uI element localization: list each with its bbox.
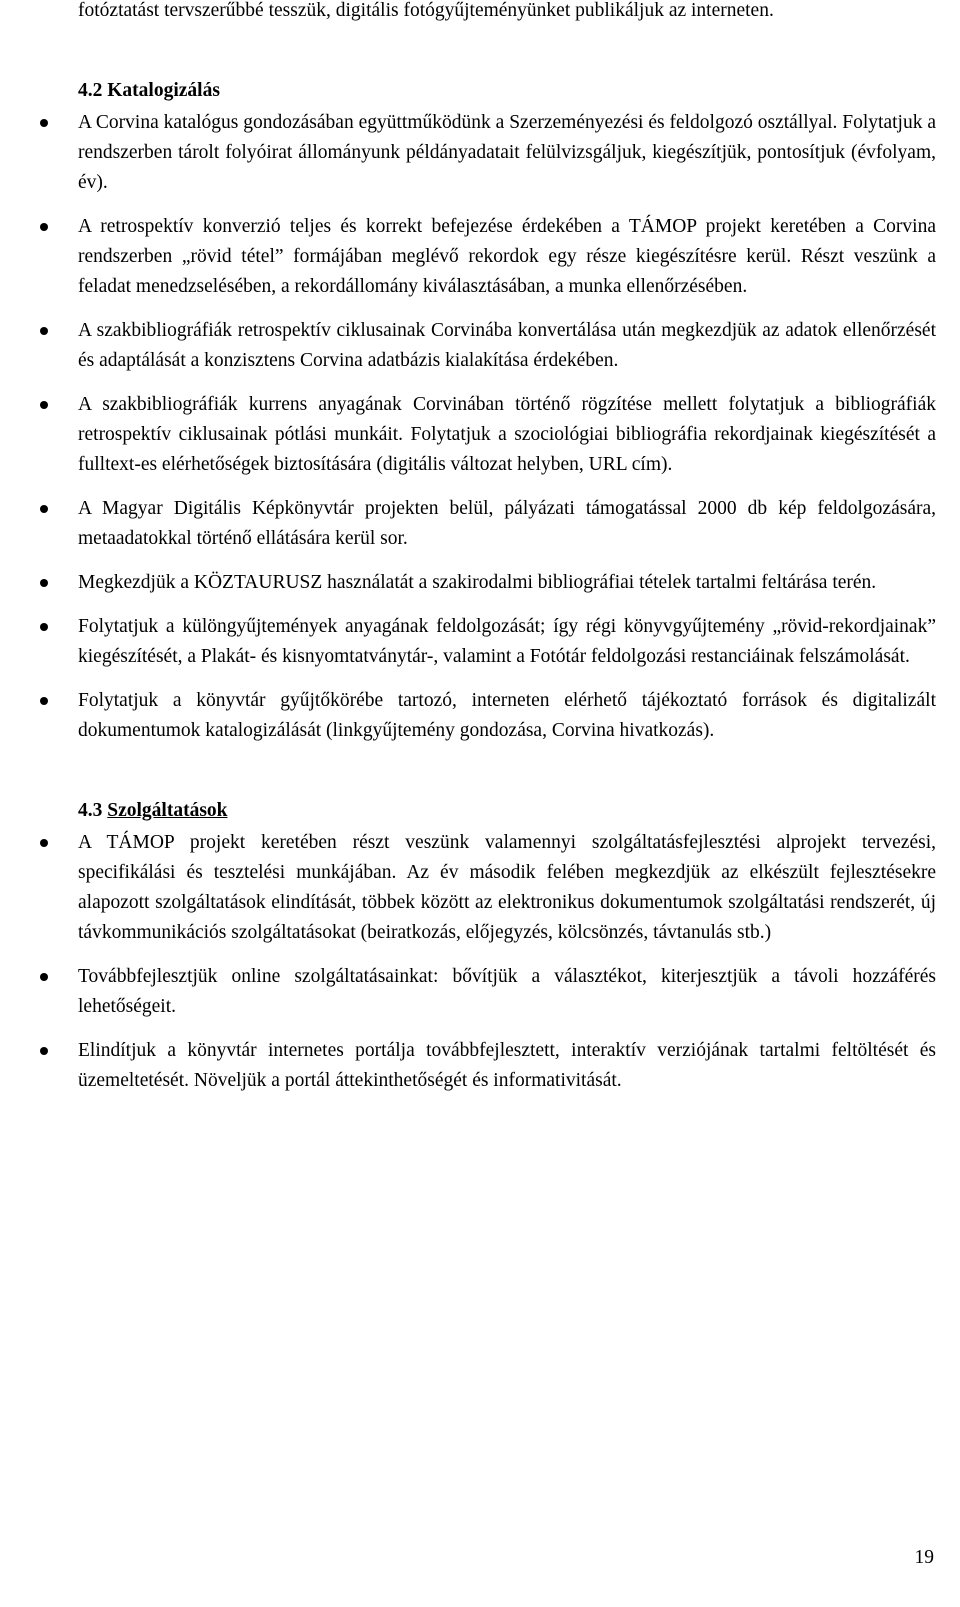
list-item — [78, 612, 936, 672]
list-item-text: A Magyar Digitális Képkönyvtár projekten belül, pályázati támogatással 2000 db kép feldolgozására, metaadatokkal történő ellátására kerül sor. — [78, 498, 936, 549]
bullet-icon — [40, 973, 48, 981]
section-number: 4.3 — [78, 800, 103, 821]
bullet-icon — [40, 505, 48, 513]
list-item — [78, 1036, 936, 1096]
page-number: 19 — [914, 1547, 934, 1568]
section-heading-katalogizalas — [78, 76, 936, 106]
bullet-icon — [40, 1047, 48, 1055]
bullet-icon — [40, 839, 48, 847]
list-item — [78, 494, 936, 554]
document-page — [78, 0, 936, 1110]
list-item-text: Folytatjuk a könyvtár gyűjtőkörébe tartozó, interneten elérhető tájékoztató források és digitalizált dokumentumok katalogizálását (linkgyűjtemény gondozása, Corvina hivatkozás). — [78, 690, 936, 741]
list-item — [78, 316, 936, 376]
section-number: 4.2 — [78, 80, 103, 101]
list-item-text: Folytatjuk a különgyűjtemények anyagának feldolgozását; így régi könyvgyűjtemény „rövid-rekordjainak” kiegészítését, a Plakát- és kisnyomtatványtár-, valamint a Fotótár feldolgozási restanciáinak felszámolását. — [78, 616, 936, 667]
list-item-text: Megkezdjük a KÖZTAURUSZ használatát a szakirodalmi bibliográfiai tételek tartalmi feltárása terén. — [78, 572, 877, 593]
list-item-text: A TÁMOP projekt keretében részt veszünk valamennyi szolgáltatásfejlesztési alprojekt tervezési, specifikálási és tesztelési munkájában. Az év második felében megkezdjük az elkészült fejlesztésekre alapozott szolgáltatások elindítását, többek között az elektronikus dokumentumok szolgáltatási rendszerét, új távkommunikációs szolgáltatásokat (beiratkozás, előjegyzés, kölcsönzés, távtanulás stb.) — [78, 832, 936, 943]
bullet-icon — [40, 223, 48, 231]
list-item-text: Elindítjuk a könyvtár internetes portálja továbbfejlesztett, interaktív verziójának tartalmi feltöltését és üzemeltetését. Növeljük a portál áttekinthetőségét és informativitását. — [78, 1040, 936, 1091]
list-item — [78, 828, 936, 948]
list-item — [78, 962, 936, 1022]
bullet-icon — [40, 327, 48, 335]
list-item — [78, 686, 936, 746]
bullet-icon — [40, 119, 48, 127]
list-item — [78, 568, 936, 598]
list-item-text: A szakbibliográfiák retrospektív ciklusainak Corvinába konvertálása után megkezdjük az adatok ellenőrzését és adaptálását a konzisztens Corvina adatbázis kialakítása érdekében. — [78, 320, 936, 371]
list-item — [78, 212, 936, 302]
list-item-text: A retrospektív konverzió teljes és korrekt befejezése érdekében a TÁMOP projekt keretében a Corvina rendszerben „rövid tétel” formájában meglévő rekordok egy része kiegészítésre kerül. Részt veszünk a feladat menedzselésében, a rekordállomány kiválasztásában, a munka ellenőrzésében. — [78, 216, 936, 297]
list-item-text: A szakbibliográfiák kurrens anyagának Corvinában történő rögzítése mellett folytatjuk a bibliográfiák retrospektív ciklusainak pótlási munkáit. Folytatjuk a szociológiai bibliográfia rekordjainak kiegészítését a fulltext-es elérhetőségek biztosítására (digitális változat helyben, URL cím). — [78, 394, 936, 475]
section-title: Szolgáltatások — [107, 800, 228, 821]
list-item-text: Továbbfejlesztjük online szolgáltatásainkat: bővítjük a választékot, kiterjesztjük a távoli hozzáférés lehetőségeit. — [78, 966, 936, 1017]
list-item — [78, 108, 936, 198]
intro-paragraph: fotóztatást tervszerűbbé tesszük, digitális fotógyűjteményünket publikáljuk az interneten. — [78, 0, 774, 21]
bullet-icon — [40, 401, 48, 409]
szolgaltatasok-list — [78, 828, 936, 1096]
bullet-icon — [40, 623, 48, 631]
bullet-icon — [40, 697, 48, 705]
section-title: Katalogizálás — [107, 80, 220, 101]
section-heading-szolgaltatasok — [78, 796, 936, 826]
katalogizalas-list — [78, 108, 936, 746]
list-item — [78, 390, 936, 480]
bullet-icon — [40, 579, 48, 587]
list-item-text: A Corvina katalógus gondozásában együttműködünk a Szerzeményezési és feldolgozó osztállyal. Folytatjuk a rendszerben tárolt folyóirat állományunk példányadatait felülvizsgáljuk, kiegészítjük, pontosítjuk (évfolyam, év). — [78, 112, 936, 193]
